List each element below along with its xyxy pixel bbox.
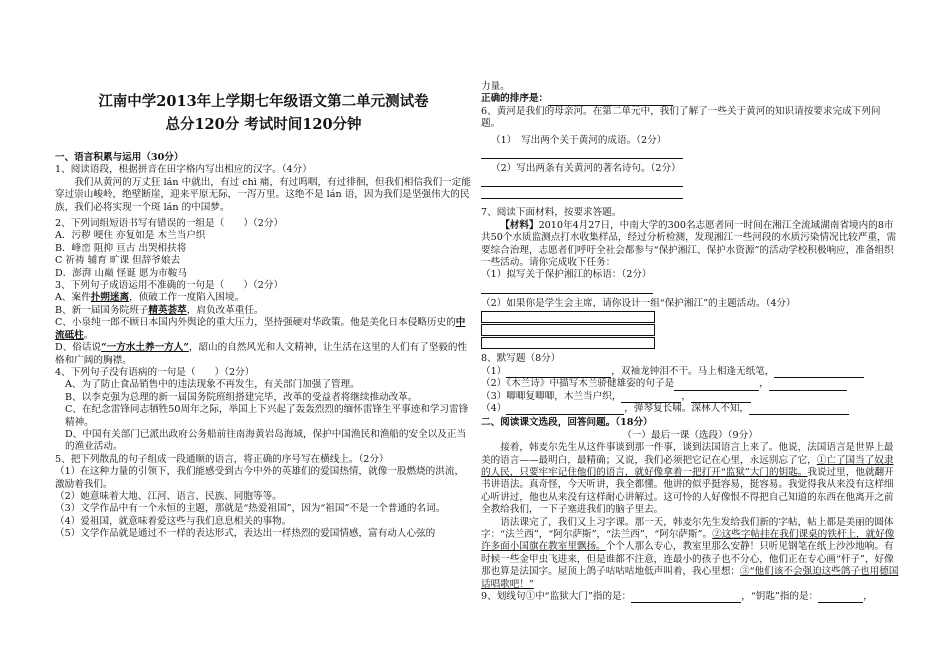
q5-sentence-5-cont: 力量。: [481, 81, 510, 92]
q8-blank-7[interactable]: [506, 404, 624, 415]
q7-activity-box-2[interactable]: [481, 324, 655, 336]
q8-blank-4[interactable]: [769, 380, 847, 391]
q7-activity-box-3[interactable]: [481, 337, 655, 349]
q2-stem: 2、下列词组短语书写有错误的一组是（ ）（2分）: [55, 218, 284, 230]
reading-title: （一）最后一课（选段）（9分）: [622, 429, 758, 441]
reading-paragraph-1: 接着，韩麦尔先生从这件事谈到那一件事，谈到法国语言上来了。他说，法国语言是世界上最美的语言——最明白，最精确；又说，我们必须把它记在心里，永远别忘了它，①亡了国当了奴隶的人民，只要牢牢记住他们的语言，就好像拿着一把打开“监狱”大门的钥匙。我说过里，他就翻开书讲语法。真奇怪，今天听讲，我全都懂。他讲的似乎挺容易，挺容易。我觉得我从来没有这样细心听讲过，他也从来没有这样耐心讲解过。这可怜的人好像恨不得把自己知道的东西在他离开之前全教给我们，一下子塞进我们的脑子里去。: [481, 442, 894, 516]
q8-blank-1[interactable]: [506, 367, 611, 378]
underlined-sentence-1: ①亡了国当了奴隶的人民，只要牢牢记住他们的语言，就好像拿着一把打开“监狱”大门的钥匙。: [481, 454, 894, 478]
q8-blank-3[interactable]: [674, 380, 759, 391]
q6-stem: 6、黄河是我们的母亲河。在第二单元中，我们了解了一些关于黄河的知识请按要求完成下列问题。: [481, 105, 881, 130]
q5-stem: 5、把下列散乱的句子组成一段通顺的语言，将正确的序号写在横线上。（2分）: [55, 453, 389, 465]
q5-answer-label: 正确的排序是：: [481, 93, 549, 105]
q8-blank-6[interactable]: [691, 392, 751, 403]
q1-passage: 我们从黄河的万丈狂 lán 中就出，有过 chì 痛，有过呜咽，有过徘徊，但我们相信我们一定能穿过崇山峻岭，绝壁断崖，迎来平原无际，一泻万里。这绝不是 lán 语，因为我们是坚强伟大的民族，我们必将实现一个斑 lán 的中国梦。: [55, 176, 471, 213]
q5-sentence-2: （2）她意味着大地、江河、语言、民族、同胞等等。: [55, 490, 282, 502]
q3-option-d: D、俗话说“一方水土养一方人”，韶山的自然风光和人文精神，让生活在这里的人们有了坚毅的性格和广阔的胸襟。: [55, 342, 468, 366]
q2-option-a: A．污秽 哽住 亦复如是 木兰当户织: [55, 230, 206, 242]
q8-blank-5[interactable]: [621, 392, 681, 403]
q8-line-2: （2）《木兰诗》中描写木兰骄健雄姿的句子是 ，: [481, 378, 899, 390]
q4-option-d: D、中国有关部门已派出政府公务船前往南海黄岩岛海域，保护中国渔民和渔船的安全以及正当的渔业活动。: [65, 428, 467, 453]
q4-option-b: B、以李克强为总理的新一届国务院班组搭建完毕，改革的受益者将继续推动改革。: [65, 391, 418, 403]
q1-stem: 1、阅读语段，根据拼音在田字格内写出相应的汉字。（4分）: [55, 164, 312, 176]
q8-blank-2[interactable]: [774, 367, 864, 378]
q5-sentence-3: （3）文学作品中有一个永恒的主题，那就是“热爱祖国”，因为“祖国”不是一个普通的名词。: [55, 503, 446, 515]
q6-part-b: （2）写出两条有关黄河的著名诗句。（2分）: [491, 163, 681, 175]
q8-line-4: （4） ，弹琴复长啸。深林人不知，: [481, 403, 899, 415]
right-column: [481, 0, 899, 603]
q7-part-b: （2）如果你是学生会主席，请你设计一组“保护湘江”的主题活动。（4分）: [481, 297, 796, 309]
q6-part-a: （1） 写出两个关于黄河的成语。（2分）: [491, 134, 667, 146]
q4-option-a: A、为了防止食品销售中的违法现象不再发生，有关部门加强了管理。: [65, 379, 360, 391]
q7-slogan-line[interactable]: [481, 282, 653, 294]
q5-answer-blank[interactable]: [548, 95, 673, 106]
q3-option-b: B、新一届国务院班子精英荟萃，肩负改革重任。: [55, 304, 264, 316]
q3-option-a: A、案件扑朔迷离，侦破工作一度陷入困境。: [55, 292, 245, 304]
q5-sentence-4: （4）爱祖国，就意味着爱这些与我们息息相关的事物。: [55, 515, 292, 527]
q6-answer-line-2[interactable]: [481, 175, 683, 187]
q4-option-c: C、在纪念雷锋同志牺牲50周年之际，举国上下兴起了轰轰烈烈的缅怀雷锋生平事迹和学习雷锋精神。: [65, 404, 469, 428]
q2-option-b: B．峰峦 阻抑 亘古 出哭相扶将: [55, 242, 187, 254]
underlined-sentence-2: ②这些字帖挂在我们课桌的铁杆上，就好像许多面小国旗在教室里飘扬。: [481, 528, 895, 553]
q8-blank-8[interactable]: [749, 404, 849, 415]
q8-line-3: （3）唧唧复唧唧，木兰当户织， ，: [481, 391, 899, 403]
q8-line-1: （1） ，双袖龙钟泪不干。马上相逢无纸笔，: [481, 366, 899, 378]
reading-paragraph-2: 语法课完了，我们又上习字课。那一天，韩麦尔先生发给我们新的字帖，帖上都是美丽的圆体字：“法兰西”，“阿尔萨斯”，“法兰西”，“阿尔萨斯”。②这些字帖挂在我们课桌的铁杆上，就好像许多面小国旗在教室里飘扬。个个人那么专心，教室里那么安静！只听见钢笔在纸上沙沙地响。有时候一些金甲虫飞进来，但是谁都不注意，连最小的孩子也不分心，他们正在专心画“杆子”，好像那也算是法国字。屋顶上鸽子咕咕咕地低声叫着，我心里想：③“他们该不会强迫这些鸽子也用德国话唱歌吧！”: [481, 516, 899, 590]
underlined-sentence-3: ③“他们该不会强迫这些鸽子也用德国话唱歌吧！”: [481, 566, 899, 590]
q9-blank-1[interactable]: [631, 592, 741, 603]
q7-part-a: （1）拟写关于保护湘江的标语：（2分）: [481, 269, 652, 281]
exam-title: 江南中学2013年上学期七年级语文第二单元测试卷: [98, 93, 429, 110]
q5-sentence-5: （5）文学作品就是通过不一样的表达形式，表达出一样热烈的爱国情感，富有动人心弦的: [55, 528, 436, 540]
q6-answer-line-3[interactable]: [481, 187, 683, 199]
exam-subtitle: 总分120分 考试时间120分钟: [165, 116, 362, 133]
q5-answer: [481, 93, 899, 105]
section-1-heading: 一、语言积累与运用（30分）: [55, 152, 184, 163]
section-2-heading: 二、阅读课文选段，回答问题。（18分）: [481, 417, 653, 429]
q2-option-c: C 祈祷 辅育 旷课 但辞爷娘去: [55, 255, 181, 267]
q7-material: 【材料】2010年4月27日，中南大学的300名志愿者同一时间在湘江全流域湖南省境内的8市共50个水质监测点打水收集样品，经过分析检测，发现湘江一些河段的水质污染情况比较严重，需要综合治理，志愿者们呼吁全社会都参与“保护湘江、保护水资源”的活动学校积极响应，准备组织一些活动。请你完成收下任务：: [481, 219, 897, 269]
q7-activity-box-1[interactable]: [481, 311, 655, 323]
left-column: [55, 0, 472, 541]
q2-option-d: D．澎湃 山巅 怪诞 愿为市鞍马: [55, 267, 187, 279]
q5-sentence-1: （1）在这种力量的引领下，我们能感受到古今中外的英雄们的爱国热情，就像一股燃烧的洪流，激励着我们。: [55, 466, 465, 490]
q7-stem: 7、阅读下面材料，按要求答题。: [481, 207, 622, 219]
q9-line: 9、划线句①中“监狱大门”指的是： ，“钥匙”指的是： ，: [481, 591, 873, 602]
q8-stem: 8、默写题（8分）: [481, 353, 561, 365]
q6-answer-line-1[interactable]: [481, 147, 683, 159]
q4-stem: 4、下列句子没有语病的一句是（ ）（2分）: [55, 366, 255, 378]
q3-stem: 3、下列句子成语运用不准确的一句是（ ）（2分）: [55, 280, 284, 292]
q9-blank-2[interactable]: [818, 592, 863, 603]
q3-option-c: C、小泉纯一郎不顾日本国内外舆论的重大压力，坚持强硬对华政策。他是美化日本侵略历史的中流砥柱。: [55, 317, 466, 341]
